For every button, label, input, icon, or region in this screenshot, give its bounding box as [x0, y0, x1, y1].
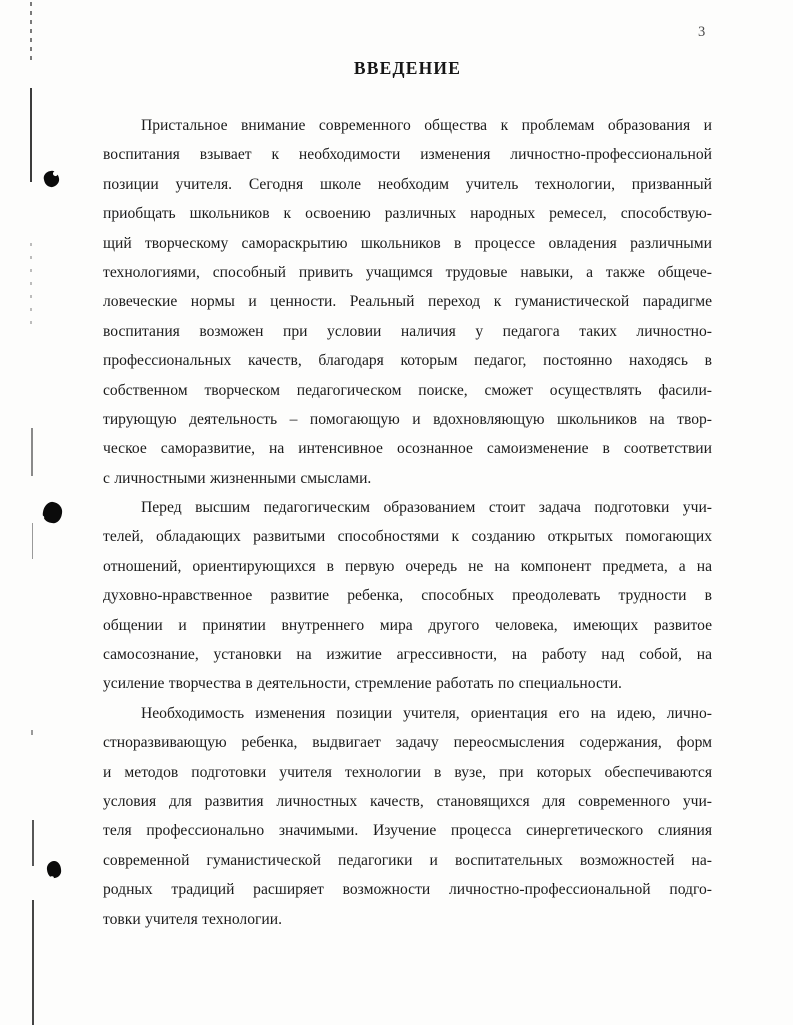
scan-line-middle	[31, 428, 33, 476]
body-text	[103, 111, 712, 934]
text-line: телей, обладающих развитыми способностями к созданию открытых помогающих	[103, 528, 712, 546]
ink-blot-bottom	[46, 860, 62, 878]
text-line: тирующую деятельность – помогающую и вдохновляющую школьников на твор-	[103, 410, 712, 428]
scan-line-lower	[32, 820, 34, 866]
text-line: с личностными жизненными смыслами.	[103, 469, 372, 487]
scan-line-middle-short	[32, 523, 33, 559]
text-line: товки учителя технологии.	[103, 910, 282, 928]
text-line: приобщать школьников к освоению различных народных ремесел, способствую-	[103, 205, 712, 223]
text-line: общении и принятии внутреннего мира другого человека, имеющих развитое	[103, 616, 712, 634]
text-line: Перед высшим педагогическим образованием стоит задача подготовки учи-	[141, 499, 712, 517]
text-line: воспитания взывает к необходимости изменения личностно-профессиональной	[103, 146, 712, 164]
text-line: условия для развития личностных качеств, становящихся для современного учи-	[103, 792, 712, 810]
text-line: Необходимость изменения позиции учителя, ориентация его на идею, лично-	[141, 704, 712, 722]
page-number: 3	[698, 24, 706, 40]
scan-dot	[31, 730, 33, 735]
text-line: ческое саморазвитие, на интенсивное осознанное самоизменение в соответствии	[103, 440, 712, 458]
text-line: Пристальное внимание современного общества к проблемам образования и	[141, 117, 712, 134]
text-line: родных традиций расширяет возможности личностно-профессиональной подго-	[103, 881, 712, 899]
text-line: позиции учителя. Сегодня школе необходим учитель технологии, призванный	[103, 175, 712, 193]
text-line: щий творческому самораскрытию школьников в процессе овладения различными	[103, 234, 712, 252]
text-line: стноразвивающую ребенка, выдвигает задачу переосмысления содержания, форм	[103, 734, 712, 752]
scan-line-bottom	[32, 900, 34, 1025]
text-line: усиление творчества в деятельности, стремление работать по специальности.	[103, 675, 622, 693]
ink-blot-middle	[42, 501, 64, 524]
scan-line-dashed-middle	[30, 243, 32, 329]
scan-line-upper	[30, 88, 32, 182]
text-line: воспитания возможен при условии наличия у педагога таких личностно-	[103, 322, 712, 340]
text-line: духовно-нравственное развитие ребенка, способных преодолевать трудности в	[103, 587, 712, 605]
text-line: собственном творческом педагогическом поиске, сможет осуществлять фасили-	[103, 381, 712, 399]
ink-blot-top	[43, 170, 61, 189]
text-line: отношений, ориентирующихся в первую очередь не на компонент предмета, а на	[103, 557, 712, 575]
text-line: самосознание, установки на изжитие агрессивности, на работу над собой, на	[103, 646, 712, 664]
text-line: современной гуманистической педагогики и воспитательных возможностей на-	[103, 851, 712, 869]
scan-line-dashed-top	[30, 2, 32, 64]
text-line: технологиями, способный привить учащимся трудовые навыки, а также общече-	[103, 263, 712, 281]
text-line: и методов подготовки учителя технологии в вузе, при которых обеспечиваются	[103, 763, 712, 781]
text-line: ловеческие нормы и ценности. Реальный переход к гуманистической парадигме	[103, 293, 712, 311]
page-title: ВВЕДЕНИЕ	[353, 58, 462, 78]
text-line: теля профессионально значимыми. Изучение процесса синергетического слияния	[103, 822, 712, 840]
text-line: профессиональных качеств, благодаря которым педагог, постоянно находясь в	[103, 352, 712, 370]
